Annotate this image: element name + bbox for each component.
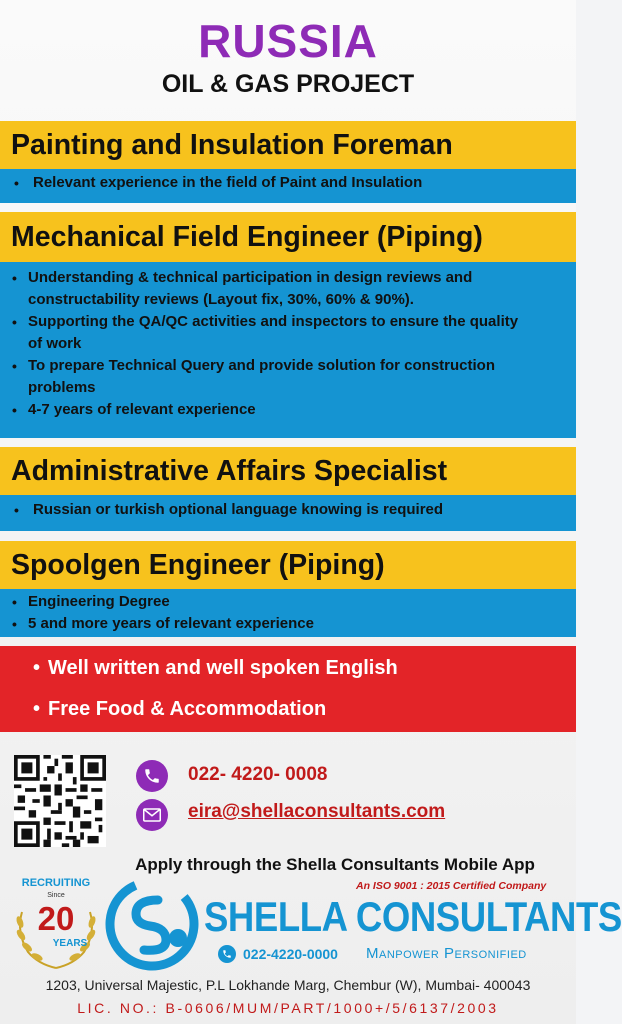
job-requirement: • 4-7 years of relevant experience bbox=[0, 399, 576, 421]
job-details-mechanical-engineer bbox=[0, 262, 576, 438]
job-requirement: • Relevant experience in the field of Paint and Insulation bbox=[0, 172, 576, 194]
job-details-painting-foreman bbox=[0, 169, 576, 203]
phone-icon bbox=[218, 945, 236, 963]
company-address: 1203, Universal Majestic, P.L Lokhande Marg, Chembur (W), Mumbai- 400043 bbox=[45, 977, 531, 993]
job-details-admin-specialist bbox=[0, 495, 576, 531]
company-phone[interactable]: 022-4220-0000 bbox=[243, 946, 338, 962]
company-tagline: Manpower Personified bbox=[366, 945, 527, 962]
company-name: SHELLA CONSULTANTS bbox=[204, 893, 622, 940]
qr-code-icon[interactable] bbox=[14, 755, 106, 847]
shella-logo-icon bbox=[106, 878, 198, 970]
job-requirement: • Supporting the QA/QC activities and inspectors to ensure the quality bbox=[0, 311, 576, 333]
license-number: LIC. NO.: B-0606/MUM/PART/1000+/5/6137/2003 bbox=[77, 1000, 499, 1016]
job-title-admin-specialist: Administrative Affairs Specialist bbox=[0, 447, 576, 495]
job-requirement: • Russian or turkish optional language knowing is required bbox=[0, 499, 576, 521]
job-details-spoolgen-engineer bbox=[0, 589, 576, 637]
contact-email-link[interactable]: eira@shellaconsultants.com bbox=[188, 801, 446, 822]
envelope-icon bbox=[136, 799, 168, 831]
badge-since-text: Since bbox=[47, 892, 65, 899]
apply-instructions: Apply through the Shella Consultants Mobile App bbox=[135, 855, 535, 874]
job-title-mechanical-engineer: Mechanical Field Engineer (Piping) bbox=[0, 212, 576, 262]
job-requirement-continued: problems bbox=[28, 379, 96, 396]
job-requirement: • Engineering Degree bbox=[0, 591, 576, 613]
job-requirement: • To prepare Technical Query and provide solution for construction bbox=[0, 355, 576, 377]
iso-certification: An ISO 9001 : 2015 Certified Company bbox=[356, 880, 547, 892]
badge-recruiting-text: RECRUITING bbox=[21, 877, 91, 889]
job-requirement: • 5 and more years of relevant experience bbox=[0, 613, 576, 635]
job-requirement-continued: of work bbox=[28, 335, 82, 352]
benefits-banner bbox=[0, 646, 576, 732]
page-subtitle: OIL & GAS PROJECT bbox=[161, 70, 415, 98]
job-requirement: • Understanding & technical participation in design reviews and bbox=[0, 267, 576, 289]
job-title-painting-foreman: Painting and Insulation Foreman bbox=[0, 121, 576, 169]
page-title: RUSSIA bbox=[198, 15, 378, 67]
job-requirement-continued: constructability reviews (Layout fix, 30%, 60% & 90%). bbox=[28, 291, 414, 308]
phone-icon bbox=[136, 760, 168, 792]
contact-phone[interactable]: 022- 4220- 0008 bbox=[188, 764, 328, 785]
benefit-item: • Well written and well spoken English bbox=[48, 657, 398, 680]
recruiting-badge bbox=[8, 872, 104, 972]
badge-years-text: YEARS bbox=[52, 938, 88, 949]
benefit-item: • Free Food & Accommodation bbox=[48, 698, 326, 721]
badge-years-number: 20 bbox=[37, 900, 75, 937]
job-title-spoolgen-engineer: Spoolgen Engineer (Piping) bbox=[0, 541, 576, 589]
